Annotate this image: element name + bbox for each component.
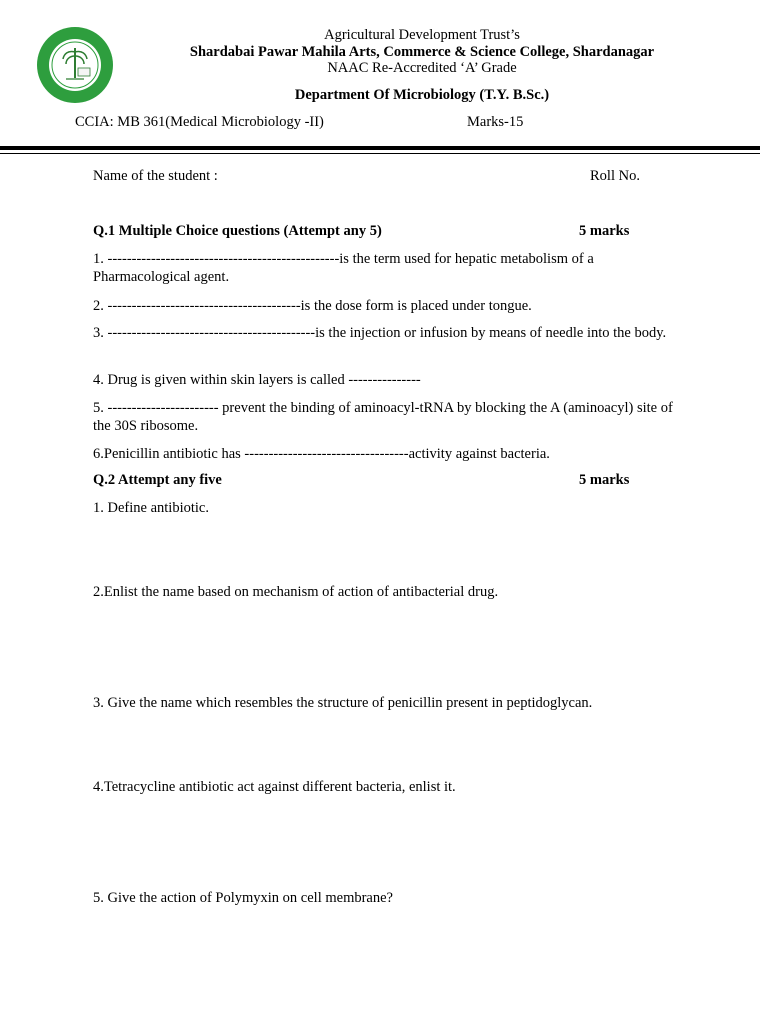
q1-item-1: 1. ------------------------------------------------is the term used for hepatic metabolism of a Pharmacological agent. [93, 251, 594, 285]
q1-item-2: 2. ----------------------------------------is the dose form is placed under tongue. [93, 298, 532, 314]
department-title: Department Of Microbiology (T.Y. B.Sc.) [294, 87, 550, 103]
q2-item-5: 5. Give the action of Polymyxin on cell membrane? [93, 890, 393, 906]
q2-title: Q.2 Attempt any five [93, 472, 222, 488]
q1-item-4: 4. Drug is given within skin layers is called --------------- [93, 372, 421, 388]
q1-marks: 5 marks [579, 223, 630, 239]
roll-number-label: Roll No. [590, 168, 640, 184]
header-divider-thick [0, 146, 760, 150]
trust-name: Agricultural Development Trust’s [324, 27, 520, 43]
q2-marks: 5 marks [579, 472, 630, 488]
college-name: Shardabai Pawar Mahila Arts, Commerce & Science College, Shardanagar [189, 44, 655, 60]
naac-grade: NAAC Re-Accredited ‘A’ Grade [327, 60, 517, 76]
q1-title: Q.1 Multiple Choice questions (Attempt any 5) [93, 223, 382, 239]
q2-item-4: 4.Tetracycline antibiotic act against different bacteria, enlist it. [93, 779, 456, 795]
total-marks: Marks-15 [467, 114, 524, 130]
q2-item-2: 2.Enlist the name based on mechanism of action of antibacterial drug. [93, 584, 499, 600]
q1-item-5: 5. ----------------------- prevent the binding of aminoacyl-tRNA by blocking the A (aminoacyl) site of the 30S ribosome. [93, 400, 673, 434]
q2-item-3: 3. Give the name which resembles the structure of penicillin present in peptidoglycan. [93, 695, 593, 711]
header-divider-thin [0, 153, 760, 154]
student-name-label: Name of the student : [93, 168, 218, 184]
q1-item-6: 6.Penicillin antibiotic has ----------------------------------activity against bacteria. [93, 446, 550, 462]
course-code: CCIA: MB 361(Medical Microbiology -II) [75, 114, 324, 130]
q1-item-3: 3. -------------------------------------------is the injection or infusion by means of needle into the body. [93, 325, 667, 341]
q2-item-1: 1. Define antibiotic. [93, 500, 209, 516]
